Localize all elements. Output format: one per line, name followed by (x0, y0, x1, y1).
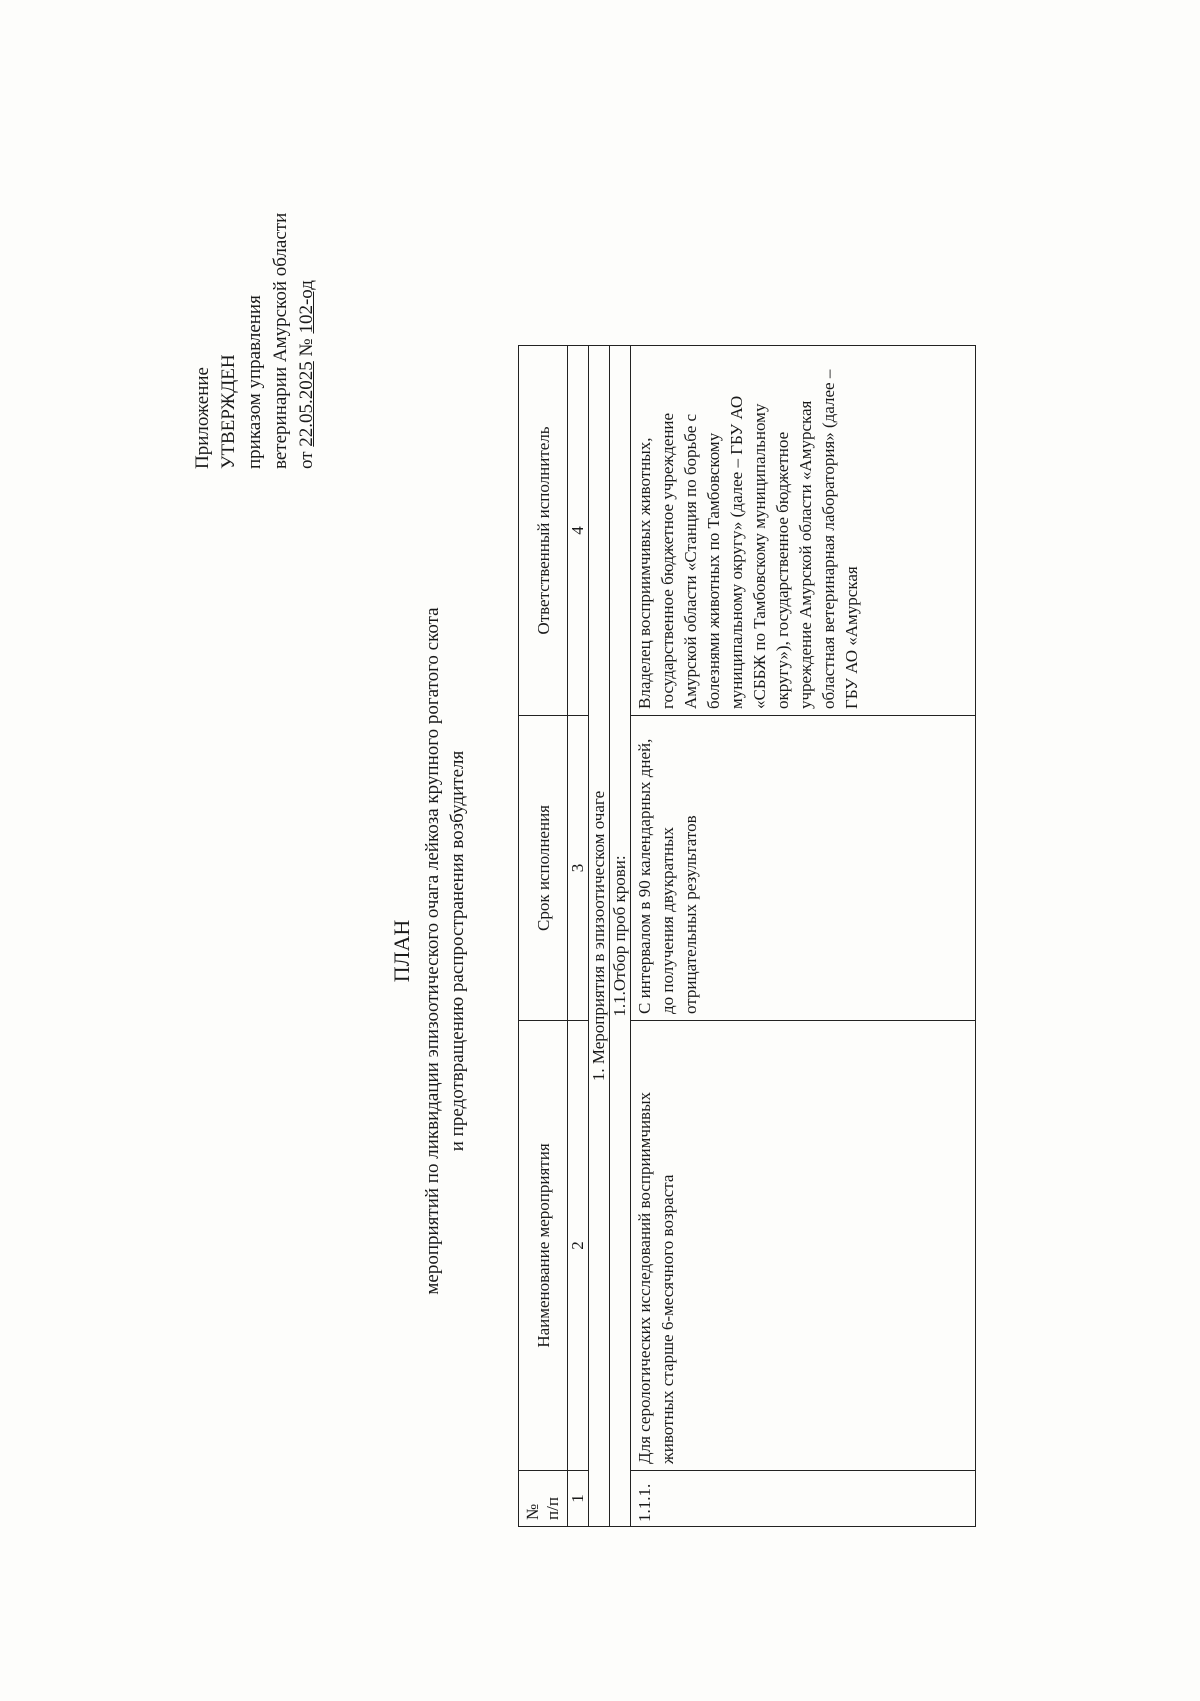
column-number-3: 3 (568, 716, 589, 1021)
approval-authority: ветеринарии Амурской области (270, 212, 291, 469)
row-name: Для серологических исследований восприимчивых животных старше 6-месячного возраста (631, 1021, 976, 1471)
table-row (631, 346, 976, 1527)
approval-number-prefix: № (296, 333, 317, 362)
header-number-sign: № (523, 1503, 542, 1520)
plan-subtitle (420, 451, 470, 1451)
plan-subtitle-line2: и предотвращению распространения возбудителя (447, 750, 468, 1152)
column-number-2: 2 (568, 1021, 589, 1471)
approval-date-prefix: от (296, 446, 317, 469)
table-subsection-row (610, 346, 631, 1527)
header-number (519, 1471, 568, 1527)
approval-approved: УТВЕРЖДЕН (218, 354, 239, 469)
plan-title: ПЛАН (389, 919, 414, 983)
header-responsible: Ответственный исполнитель (519, 346, 568, 716)
table-section-row (589, 346, 610, 1527)
approval-number: 102-од (296, 280, 317, 334)
header-name: Наименование мероприятия (519, 1021, 568, 1471)
plan-table (518, 345, 976, 1527)
approval-date-line (294, 213, 320, 469)
row-number: 1.1.1. (631, 1471, 976, 1527)
subsection-title: 1.1.Отбор проб крови: (610, 346, 631, 1527)
row-term: С интервалом в 90 календарных дней, до получения двукратных отрицательных результатов (631, 716, 976, 1021)
plan-subtitle-line1: мероприятий по ликвидации эпизоотического очага лейкоза крупного рогатого скота (422, 607, 443, 1295)
section-title: 1. Мероприятия в эпизоотическом очаге (589, 346, 610, 1527)
table-header-row (519, 346, 568, 1527)
column-number-4: 4 (568, 346, 589, 716)
row-responsible: Владелец восприимчивых животных, государственное бюджетное учреждение Амурской области «Станция по борьбе с болезнями животных по Тамбовскому муниципальному округу» (далее – ГБУ АО «СББЖ по Тамбовскому муниципальному округу»), государственное бюджетное учреждение Амурской области «Амурская областная ветеринарная лаборатория» (далее – ГБУ АО «Амурская (631, 346, 976, 716)
header-number-pp: п/п (543, 1497, 562, 1520)
approval-block (190, 213, 320, 469)
table-numbers-row (568, 346, 589, 1527)
column-number-1: 1 (568, 1471, 589, 1527)
approval-date: 22.05.2025 (296, 361, 317, 447)
approval-order: приказом управления (244, 295, 265, 469)
approval-appendix: Приложение (192, 367, 213, 469)
header-term: Срок исполнения (519, 716, 568, 1021)
